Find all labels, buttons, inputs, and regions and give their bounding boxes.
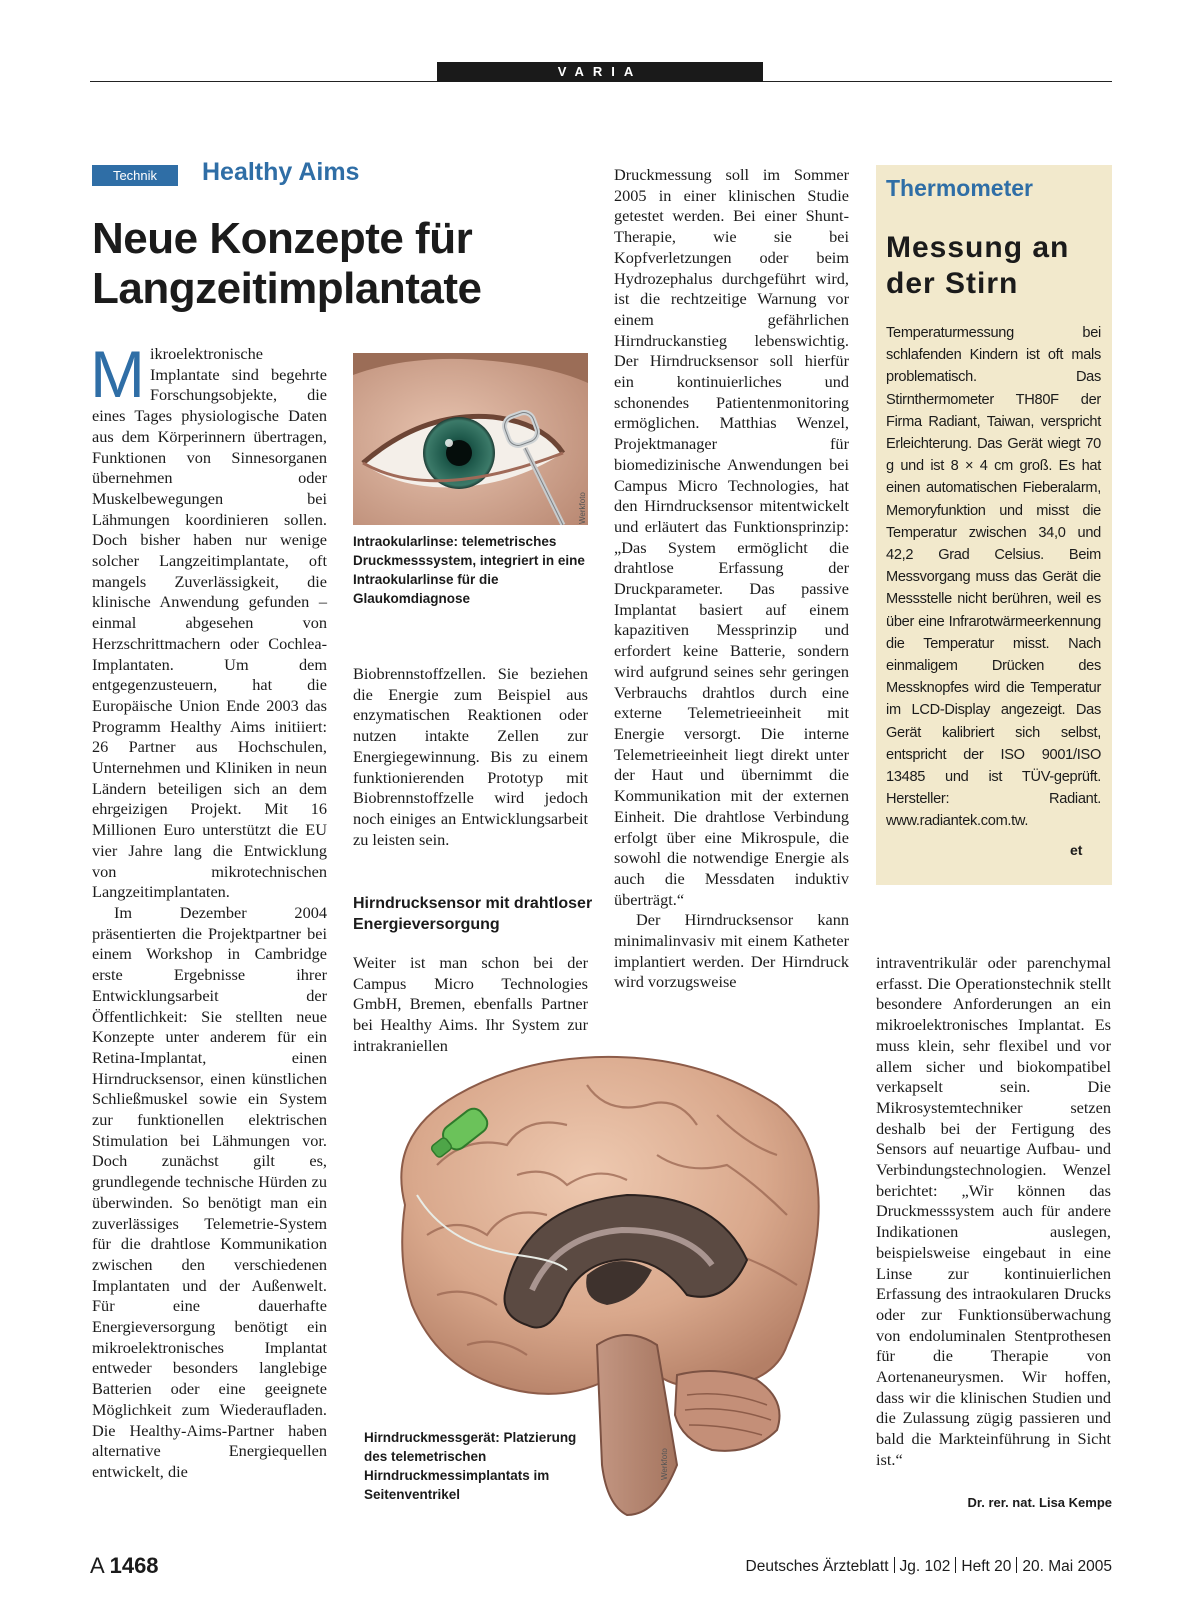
footer-separator	[955, 1557, 956, 1573]
section-label: VARIA	[437, 62, 763, 82]
journal-footer	[650, 1557, 1112, 1576]
infobox-text: Temperaturmessung bei schlafenden Kindern ist oft mals problematisch. Das Stirnthermometer TH80F der Firma Radiant, Taiwan, verspricht Erleichterung. Das Gerät wiegt 70 g und ist 8 × 4 cm groß. Es hat einen automatischen Fieberalarm, Memoryfunktion und misst die Temperatur zwischen 34,0 und 42,2 Grad Celsius. Beim Messvorgang muss das Gerät die Messstelle nicht berühren, weil es über eine Infrarotwärmeerkennung die Temperatur misst. Nach einmaligem Drücken des Messknopfes wird die Temperatur im LCD-Display angezeigt. Das Gerät kalibriert sich selbst, entspricht der ISO 9001/ISO 13485 und ist TÜV-geprüft. Hersteller: Radiant. www.radiantek.com.tw.	[886, 325, 1101, 830]
infobox-headline: Messung an der Stirn	[886, 231, 1070, 300]
dropcap: M	[90, 337, 145, 411]
article-column-4	[876, 953, 1111, 1471]
journal-volume: Jg. 102	[899, 1558, 951, 1575]
article-paragraph-4: Weiter ist man schon bei der Campus Micro Technologies GmbH, Bremen, ebenfalls Partner bei Healthy Aims. Ihr System zur intrakraniellen	[353, 953, 588, 1055]
journal-issue: Heft 20	[961, 1558, 1012, 1575]
journal-name: Deutsches Ärzteblatt	[745, 1558, 889, 1575]
eye-lens-photo	[353, 353, 588, 525]
article-paragraph-2: Im Dezember 2004 präsentierten die Projektpartner bei einem Workshop in Cambridge erste Ergebnisse ihrer Entwicklungsarbeit der Öffentlichkeit: Sie stellten neue Konzepte unter anderem für ein Retina-Implantat, einen Hirndrucksensor, einen künstlichen Schließmuskel sowie ein System zur funktionellen elektrischen Stimulation bei Lähmungen vor. Doch zunächst gilt es, grundlegende technische Hürden zu überwinden. So benötigt man ein zuverlässiges Telemetrie-System für die drahtlose Kommunikation zwischen den verschiedenen Implantaten und der Außenwelt. Für eine dauerhafte Energieversorgung benötigt ein mikroelektronisches Implantat entweder besonders langlebige Batterien oder eine geeignete Möglichkeit zum Wiederaufladen. Die Healthy-Aims-Partner haben alternative Energiequellen entwickelt, die	[92, 902, 327, 1481]
article-author: Dr. rer. nat. Lisa Kempe	[967, 1495, 1112, 1510]
article-paragraph-6: Der Hirndrucksensor kann minimalinvasiv mit einem Katheter implantiert werden. Der Hirndruck wird vorzugsweise	[614, 910, 849, 992]
article-paragraph-5: Druckmessung soll im Sommer 2005 in einer klinischen Studie getestet werden. Bei einer Shunt-Therapie, wie sie bei Kopfverletzungen oder beim Hydrozephalus durchgeführt wird, ist die rechtzeitige Warnung vor einem gefährlichen Hirndruckanstieg lebenswichtig. Der Hirndrucksensor soll hierfür ein kontinuierliches und schonendes Patientenmonitoring ermöglichen. Matthias Wenzel, Projektmanager für biomedizinische Anwendungen bei Campus Micro Technologies, hat den Hirndrucksensor mitentwickelt und erläutert das Funktionsprinzip: „Das System ermöglicht die drahtlose Erfassung der Druckparameter. Das passive Implantat basiert auf einem kapazitiven Messprinzip und erfordert keine Batterie, sondern wird aufgrund seines sehr geringen Verbrauchs drahtlos durch eine externe Telemetrieeinheit mit Energie versorgt. Die interne Telemetrieeinheit liegt direkt unter der Haut und übernimmt die Kommunikation mit der externen Einheit. Die drahtlose Verbindung erfolgt über eine Mikrospule, die sowohl die notwendige Energie als auch die Messdaten induktiv überträgt.“	[614, 165, 849, 909]
infobox-kicker: Thermometer	[886, 175, 1033, 201]
eye-photo-credit: Werkfoto	[578, 492, 587, 524]
footer-separator	[1016, 1557, 1017, 1573]
article-column-1	[90, 337, 327, 1483]
rubric-badge: Technik	[92, 165, 178, 186]
infobox-signature: et	[1070, 842, 1083, 858]
brain-illustration-credit: Werkfoto	[660, 1448, 669, 1480]
journal-date: 20. Mai 2005	[1022, 1558, 1112, 1575]
article-headline: Neue Konzepte für Langzeitimplantate	[92, 214, 482, 313]
article-paragraph-1: ikroelektronische Implantate sind begehrte Forschungsobjekte, die eines Tages physiologische Daten aus dem Körperinnern übertragen, Funktionen von Sinnesorganen übernehmen oder Muskelbewegungen bei Lähmungen koordinieren sollen. Doch bisher haben nur wenige solcher Langzeitimplantate, oft mangels Zuverlässigkeit, die klinische Anwendung gefunden – einmal abgesehen von Herzschrittmachern oder Cochlea-Implantaten. Um dem entgegenzusteuern, hat die Europäische Union Ende 2003 das Programm Healthy Aims initiiert: 26 Partner aus Hochschulen, Unternehmen und Kliniken in neun Ländern beteiligen sich an dem ehrgeizigen Projekt. Mit 16 Millionen Euro unterstützt die EU vier Jahre lang die Entwicklung von mikrotechnischen Langzeitimplantaten.	[92, 344, 327, 902]
brain-illustration-caption: Hirndruckmessgerät: Platzierung des telemetrischen Hirndruckmessimplantats im Seitenventrikel	[364, 1430, 577, 1502]
article-column-2	[353, 664, 588, 850]
article-kicker: Healthy Aims	[202, 158, 360, 186]
article-paragraph-7: intraventrikulär oder parenchymal erfasst. Die Operationstechnik stellt besondere Anforderungen an ein mikroelektronisches Implantat. Es muss klein, sehr flexibel und vor allem sicher und biokompatibel verkapselt sein. Die Mikrosystemtechniker setzen deshalb bei der Fertigung des Sensors auf neuartige Aufbau- und Verbindungstechnologien. Wenzel berichtet: „Wir können das Druckmesssystem auch für andere Indikationen auslegen, beispielsweise eingebaut in eine Linse zur kontinuierlichen Erfassung des intraokularen Drucks oder zur Funktionsüberwachung von endoluminalen Stentprothesen für die Therapie von Aortenaneurysmen. Wir hoffen, dass wir die klinischen Studien und die Zulassung zügig passieren und bald die Markteinführung in Sicht ist.“	[876, 953, 1111, 1469]
article-column-2b	[353, 953, 588, 1057]
page-prefix: A	[90, 1553, 104, 1578]
article-paragraph-3: Biobrennstoffzellen. Sie beziehen die Energie zum Beispiel aus enzymatischen Reaktionen oder nutzen intakte Zellen zur Energiegewinnung. Bis zu einem funktionierenden Prototyp mit Biobrennstoffzelle wird jedoch noch einiges an Entwicklungsarbeit zu leisten sein.	[353, 664, 588, 849]
page-number	[90, 1553, 159, 1579]
eye-photo-caption: Intraokularlinse: telemetrisches Druckmesssystem, integriert in eine Intraokularlinse für die Glaukomdiagnose	[353, 534, 585, 606]
article-subheading: Hirndrucksensor mit drahtloser Energieversorgung	[353, 895, 593, 933]
footer-separator	[894, 1557, 895, 1573]
page-number-value: 1468	[109, 1553, 159, 1578]
article-column-3	[614, 165, 849, 993]
